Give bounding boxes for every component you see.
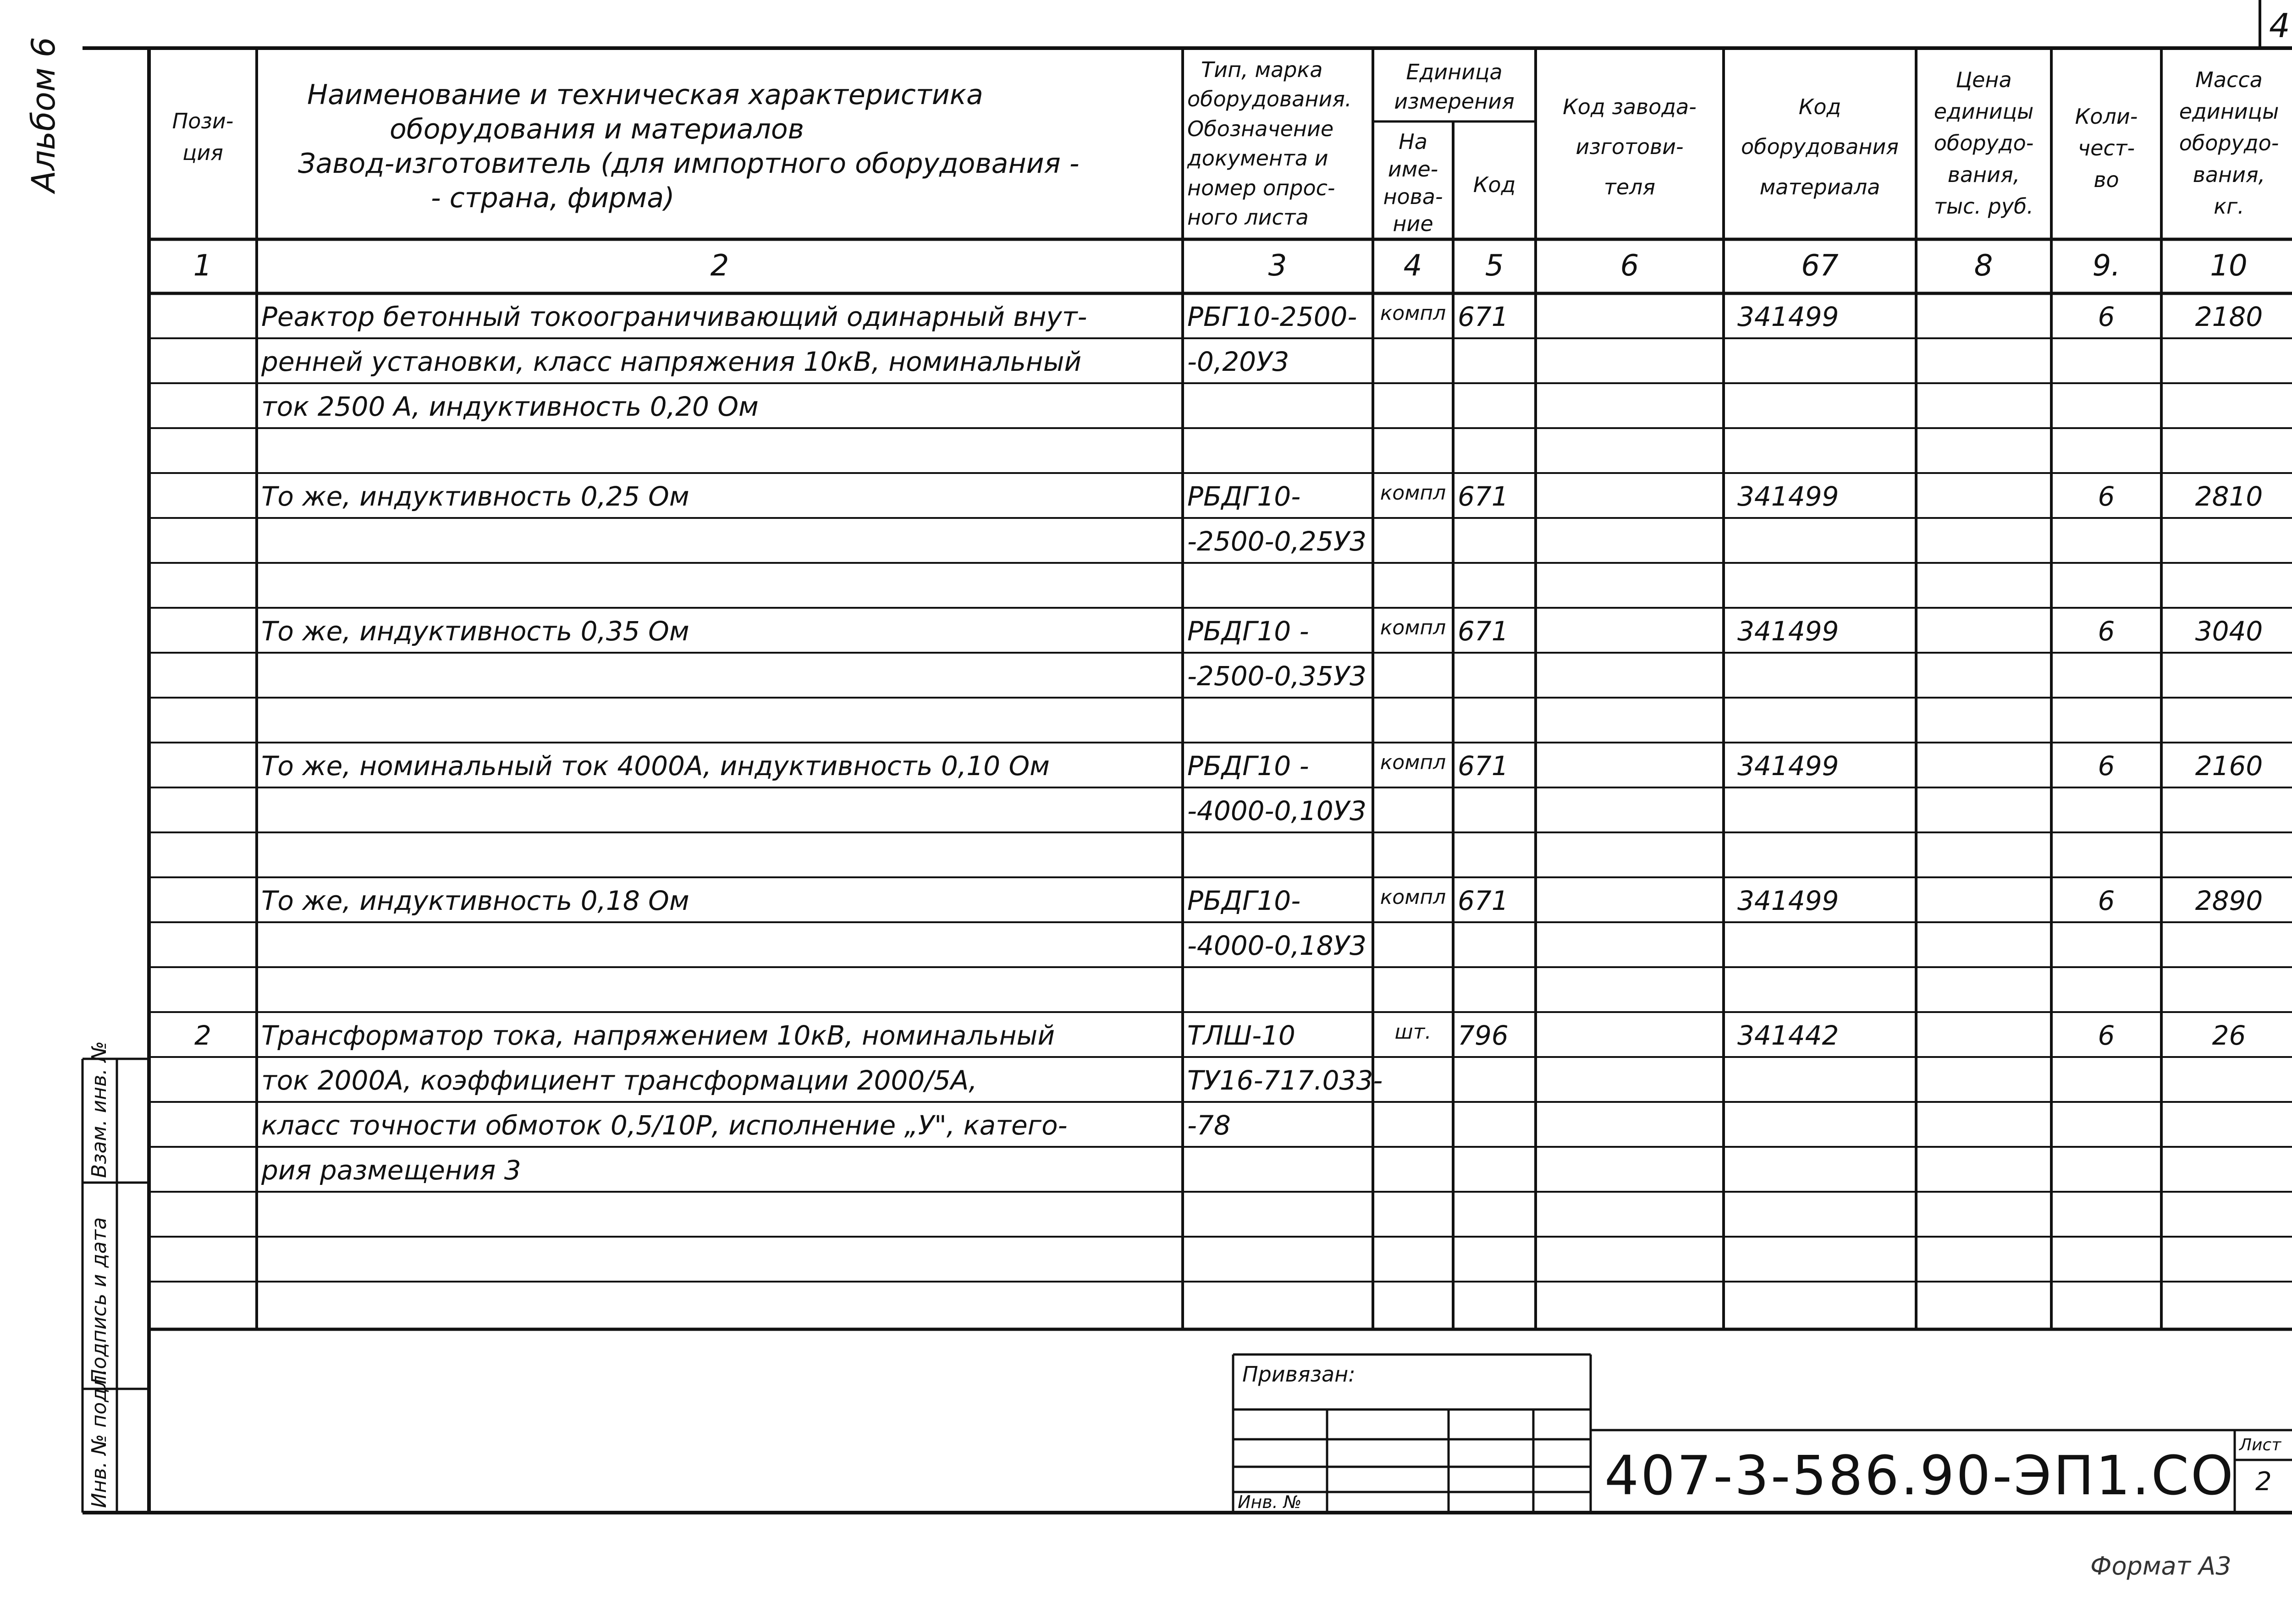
header-col9: Коли- чест- во	[2075, 104, 2138, 192]
header-units-group: Единица измерения	[1394, 60, 1515, 114]
format-note: Формат А3	[2090, 1552, 2231, 1580]
cell-type: -4000-0,18У3	[1187, 930, 1366, 961]
corner-sheet-number: 4	[2269, 6, 2290, 45]
cell-unit: компл	[1380, 751, 1446, 774]
cell-mat: 341499	[1737, 750, 1839, 782]
cell-name: То же, индуктивность 0,25 Ом	[261, 481, 689, 512]
column-number: 8	[1974, 249, 1993, 283]
cell-type: РБДГ10-	[1187, 885, 1301, 916]
cell-mass: 3040	[2195, 616, 2263, 647]
cell-code: 671	[1458, 616, 1509, 647]
cell-pos: 2	[194, 1020, 211, 1051]
header-col2: Наименование и техническая характеристика оборудования и материалов Завод-изготовитель (для импортного оборудования - - страна, фирма)	[298, 79, 1080, 214]
cell-name: То же, индуктивность 0,18 Ом	[261, 885, 689, 916]
cell-mass: 26	[2212, 1020, 2246, 1051]
cell-mat: 341499	[1737, 481, 1839, 512]
column-number: 6	[1620, 249, 1639, 283]
header-col8: Цена единицы оборудо- вания, тыс. руб.	[1934, 67, 2034, 219]
header-col7: Код оборудования материала	[1741, 94, 1899, 199]
cell-mat: 341499	[1737, 301, 1839, 332]
cell-qty: 6	[2098, 301, 2115, 332]
cell-type: -2500-0,25У3	[1187, 526, 1366, 557]
cell-code: 671	[1458, 481, 1509, 512]
header-col4: На име- нова- ние	[1383, 129, 1443, 237]
cell-code: 671	[1458, 301, 1509, 332]
column-number: 2	[710, 249, 729, 283]
column-number: 3	[1268, 249, 1287, 283]
stamp-inv-label: Инв. №	[1238, 1492, 1302, 1512]
side-strip-vzam: Взам. инв. №	[88, 1041, 111, 1178]
header-col6: Код завода- изготови- теля	[1563, 94, 1697, 199]
cell-name: ренней установки, класс напряжения 10кВ, номинальный	[261, 346, 1082, 377]
cell-code: 671	[1458, 750, 1509, 782]
cell-unit: компл	[1380, 616, 1446, 639]
stamp-linked-label: Привязан:	[1242, 1362, 1355, 1387]
cell-mass: 2160	[2195, 750, 2263, 782]
cell-mat: 341499	[1737, 616, 1839, 647]
cell-type: -78	[1187, 1110, 1231, 1141]
cell-code: 671	[1458, 885, 1509, 916]
column-number: 4	[1403, 249, 1422, 283]
cell-unit: компл	[1380, 302, 1446, 325]
cell-mass: 2810	[2195, 481, 2263, 512]
side-strip-inv-podl: Инв. № подл.	[88, 1369, 111, 1508]
cell-name: То же, номинальный ток 4000А, индуктивность 0,10 Ом	[261, 750, 1050, 782]
cell-code: 796	[1458, 1020, 1509, 1051]
cell-type: -2500-0,35У3	[1187, 661, 1366, 692]
cell-qty: 6	[2098, 616, 2115, 647]
cell-name: ток 2500 А, индуктивность 0,20 Ом	[261, 391, 759, 422]
cell-type: -4000-0,10У3	[1187, 795, 1366, 826]
cell-type: РБДГ10-	[1187, 481, 1301, 512]
cell-type: -0,20У3	[1187, 346, 1289, 377]
header-col10: Масса единицы оборудо- вания, кг.	[2179, 67, 2279, 219]
cell-unit: компл	[1380, 886, 1446, 909]
cell-mass: 2180	[2195, 301, 2263, 332]
document-code: 407-3-586.90-ЭП1.СО	[1604, 1444, 2235, 1507]
column-number: 10	[2210, 249, 2248, 283]
cell-qty: 6	[2098, 481, 2115, 512]
cell-name: ток 2000А, коэффициент трансформации 2000/5А,	[261, 1065, 977, 1096]
cell-mass: 2890	[2195, 885, 2263, 916]
cell-type: РБДГ10 -	[1187, 750, 1309, 782]
cell-unit: шт.	[1394, 1020, 1432, 1044]
cell-type: РБГ10-2500-	[1187, 301, 1357, 332]
cell-type: ТУ16-717.033-	[1187, 1065, 1383, 1096]
cell-name: Трансформатор тока, напряжением 10кВ, номинальный	[261, 1020, 1055, 1051]
stamp-sheet-number: 2	[2255, 1467, 2272, 1497]
cell-name: класс точности обмоток 0,5/10Р, исполнение „У", катего-	[261, 1110, 1068, 1141]
cell-name: То же, индуктивность 0,35 Ом	[261, 616, 689, 647]
cell-mat: 341442	[1737, 1020, 1839, 1051]
cell-type: ТЛШ-10	[1187, 1020, 1295, 1051]
header-col1: Пози- ция	[172, 109, 234, 165]
side-strip-signature: Подпись и дата	[88, 1217, 111, 1384]
header-col5: Код	[1473, 172, 1516, 197]
cell-name: рия размещения 3	[261, 1155, 521, 1186]
column-number: 67	[1801, 249, 1839, 283]
cell-mat: 341499	[1737, 885, 1839, 916]
album-label: Альбом 6	[25, 37, 62, 193]
stamp-sheet-label: Лист	[2239, 1436, 2281, 1454]
cell-qty: 6	[2098, 885, 2115, 916]
column-number: 9.	[2092, 249, 2121, 283]
cell-qty: 6	[2098, 1020, 2115, 1051]
header-col3: Тип, марка оборудования. Обозначение документа и номер опрос- ного листа	[1187, 57, 1352, 230]
cell-name: Реактор бетонный токоограничивающий одинарный внут-	[261, 301, 1087, 332]
cell-unit: компл	[1380, 481, 1446, 505]
cell-qty: 6	[2098, 750, 2115, 782]
column-number: 1	[193, 249, 212, 283]
column-number: 5	[1485, 249, 1504, 283]
cell-type: РБДГ10 -	[1187, 616, 1309, 647]
